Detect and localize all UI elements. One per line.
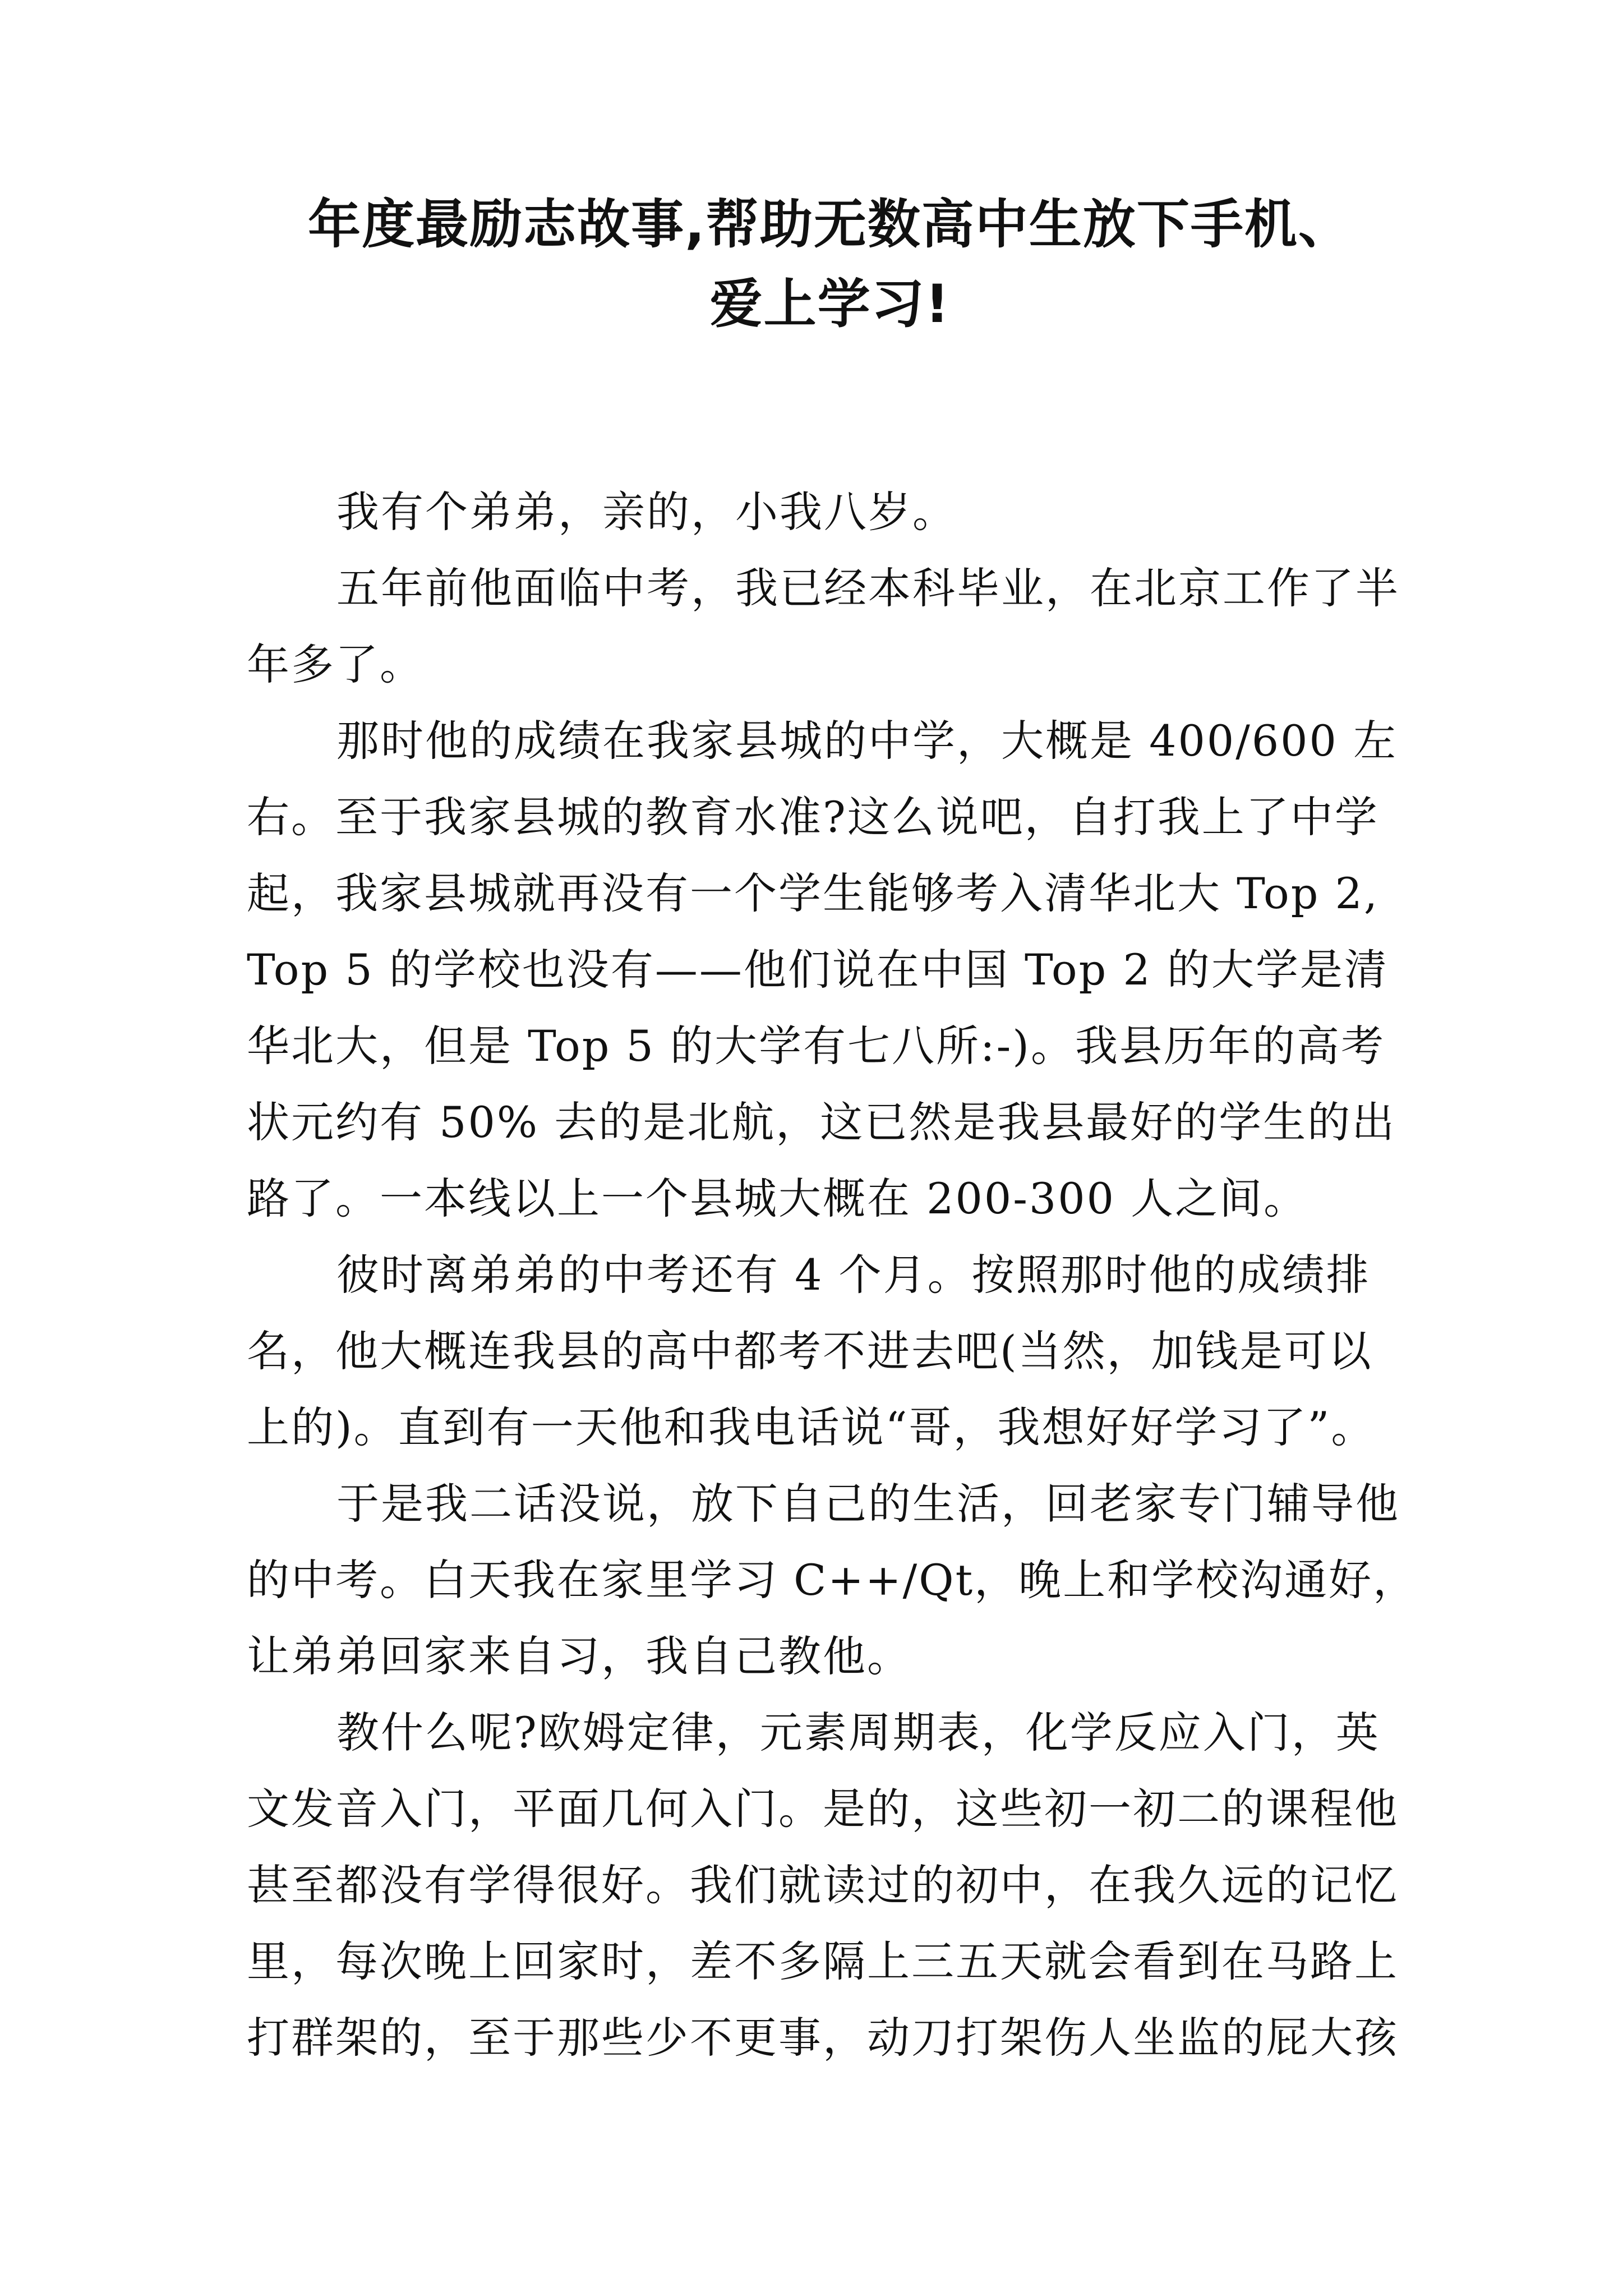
- paragraph-6: [247, 1695, 1399, 2076]
- document-title: [236, 185, 1424, 344]
- paragraph-line: 五年前他面临中考，我已经本科毕业，在北京工作了半: [336, 563, 1400, 613]
- document-body: [247, 474, 1418, 2076]
- paragraph-line: 的中考。白天我在家里学习 C++/Qt，晚上和学校沟通好，: [247, 1555, 1418, 1605]
- paragraph-line: 那时他的成绩在我家县城的中学，大概是 400/600 左: [336, 716, 1398, 766]
- paragraph-line: 华北大，但是 Top 5 的大学有七八所:-)。我县历年的高考: [247, 1021, 1385, 1071]
- paragraph-5: [247, 1466, 1418, 1695]
- paragraph-line: 文发音入门，平面几何入门。是的，这些初一初二的课程他: [247, 1784, 1399, 1834]
- paragraph-line: 状元约有 50% 去的是北航，这已然是我县最好的学生的出: [247, 1097, 1396, 1147]
- paragraph-line: 彼时离弟弟的中考还有 4 个月。按照那时他的成绩排: [336, 1250, 1371, 1300]
- paragraph-line: 让弟弟回家来自习，我自己教他。: [247, 1631, 911, 1681]
- paragraph-line: 我有个弟弟，亲的，小我八岁。: [336, 487, 957, 537]
- paragraph-line: 里，每次晚上回家时，差不多隔上三五天就会看到在马路上: [247, 1936, 1399, 1986]
- paragraph-3: [247, 703, 1398, 1237]
- paragraph-4: [247, 1237, 1385, 1466]
- paragraph-line: 年多了。: [247, 639, 424, 689]
- title-line-1: 年度最励志故事,帮助无数高中生放下手机、: [308, 194, 1352, 255]
- paragraph-line: 教什么呢?欧姆定律，元素周期表，化学反应入门，英: [336, 1708, 1380, 1757]
- paragraph-line: 右。至于我家县城的教育水准?这么说吧，自打我上了中学: [247, 792, 1379, 842]
- paragraph-line: 打群架的，至于那些少不更事，动刀打架伤人坐监的屁大孩: [247, 2013, 1399, 2063]
- paragraph-line: 上的)。直到有一天他和我电话说“哥，我想好好学习了”。: [247, 1402, 1376, 1452]
- paragraph-line: Top 5 的学校也没有——他们说在中国 Top 2 的大学是清: [247, 945, 1389, 995]
- paragraph-line: 于是我二话没说，放下自己的生活，回老家专门辅导他: [336, 1479, 1400, 1529]
- paragraph-line: 路了。一本线以上一个县城大概在 200-300 人之间。: [247, 1174, 1308, 1223]
- paragraph-2: [247, 550, 1400, 703]
- paragraph-line: 甚至都没有学得很好。我们就读过的初中，在我久远的记忆: [247, 1860, 1399, 1910]
- paragraph-line: 名，他大概连我县的高中都考不进去吧(当然，加钱是可以: [247, 1326, 1373, 1376]
- paragraph-line: 起，我家县城就再没有一个学生能够考入清华北大 Top 2,: [247, 868, 1380, 918]
- title-line-2: 爱上学习!: [709, 274, 951, 335]
- paragraph-1: [247, 474, 1385, 550]
